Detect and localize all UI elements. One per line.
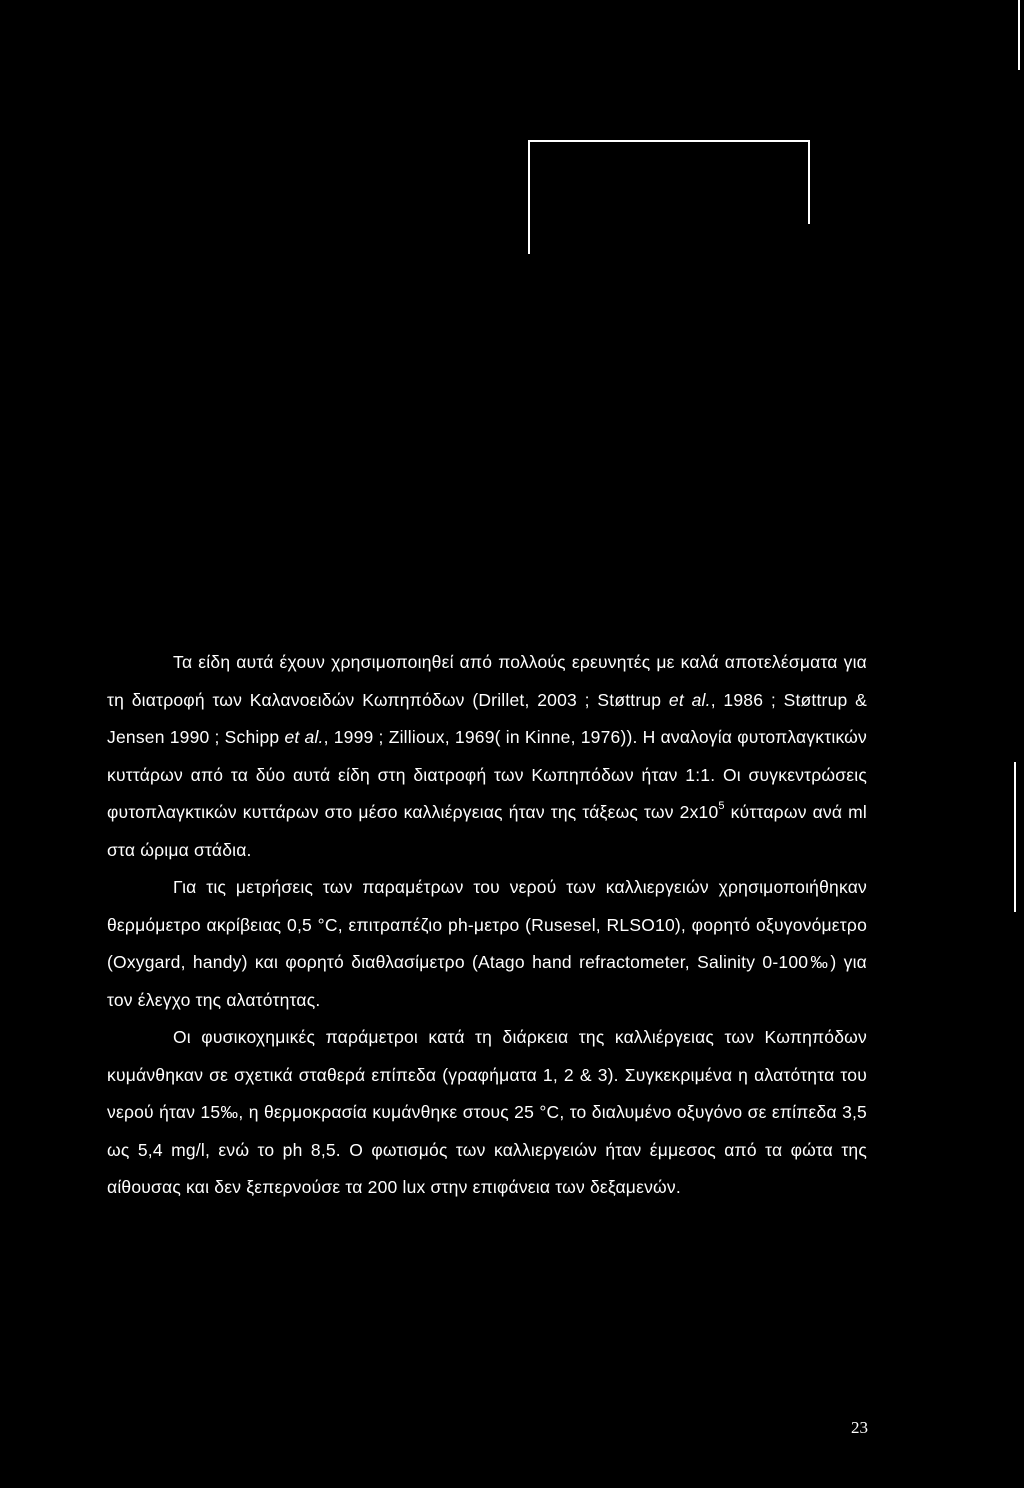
frame-edge (528, 222, 530, 254)
paragraph-3: Οι φυσικοχημικές παράμετροι κατά τη διάρκεια της καλλιέργειας των Κωπηπόδων κυμάνθηκαν σε σχετικά σταθερά επίπεδα (γραφήματα 1, 2 & 3). Συγκεκριμένα η αλατότητα του νερού ήταν 15‰, η θερμοκρασία κυμάνθηκε στους 25 °C, το διαλυμένο οξυγόνο σε επίπεδα 3,5 ως 5,4 mg/l, ενώ το ph 8,5. Ο φωτισμός των καλλιεργειών ήταν έμμεσος από τα φώτα της αίθουσας και δεν ξεπερνούσε τα 200 lux στην επιφάνεια των δεξαμενών. (107, 1027, 867, 1197)
citation-et-al: et al. (284, 727, 324, 747)
body-text (107, 644, 867, 1207)
citation-et-al: et al. (668, 689, 711, 710)
paragraph-1-text-a: Τα είδη αυτά έχουν χρησιμοποιηθεί από πολλούς ερευνητές με καλά αποτελέσματα για τη διατροφή των Καλανοειδών Κωπηπόδων (Drillet, 2003 ; Støttrup (107, 652, 867, 710)
superscript-exponent: 5 (718, 800, 725, 813)
paragraph-1-text-c: , 1999 ; Zillioux, 1969( in Kinne, 1976)). Η αναλογία φυτοπλαγκτικών κυττάρων από τα δύο αυτά είδη στη διατροφή των Κωπηπόδων ήταν 1:1. Οι συγκεντρώσεις φυτοπλαγκτικών κυττάρων στο μέσο καλλιέργειας ήταν της τάξεως των 2x10 (107, 727, 867, 822)
page-number: 23 (851, 1418, 868, 1437)
scan-edge-mark (1018, 0, 1020, 70)
paragraph-1-text-b: , 1986 ; Støttrup & Jensen 1990 ; Schipp (107, 689, 867, 747)
decorative-frame (528, 140, 810, 224)
paragraph-2: Για τις μετρήσεις των παραμέτρων του νερού των καλλιεργειών χρησιμοποιήθηκαν θερμόμετρο ακρίβειας 0,5 °C, επιτραπέζιο ph-μετρο (Rusesel, RLSO10), φορητό οξυγονόμετρο (Oxygard, handy) και φορητό διαθλασίμετρο (Atago hand refractometer, Salinity 0-100‰) για τον έλεγχο της αλατότητας. (107, 877, 867, 1010)
scan-edge-mark (1014, 762, 1016, 912)
paragraph-1 (107, 644, 867, 869)
paragraph-1-text-d: κύτταρων ανά ml στα ώριμα στάδια. (107, 802, 867, 860)
